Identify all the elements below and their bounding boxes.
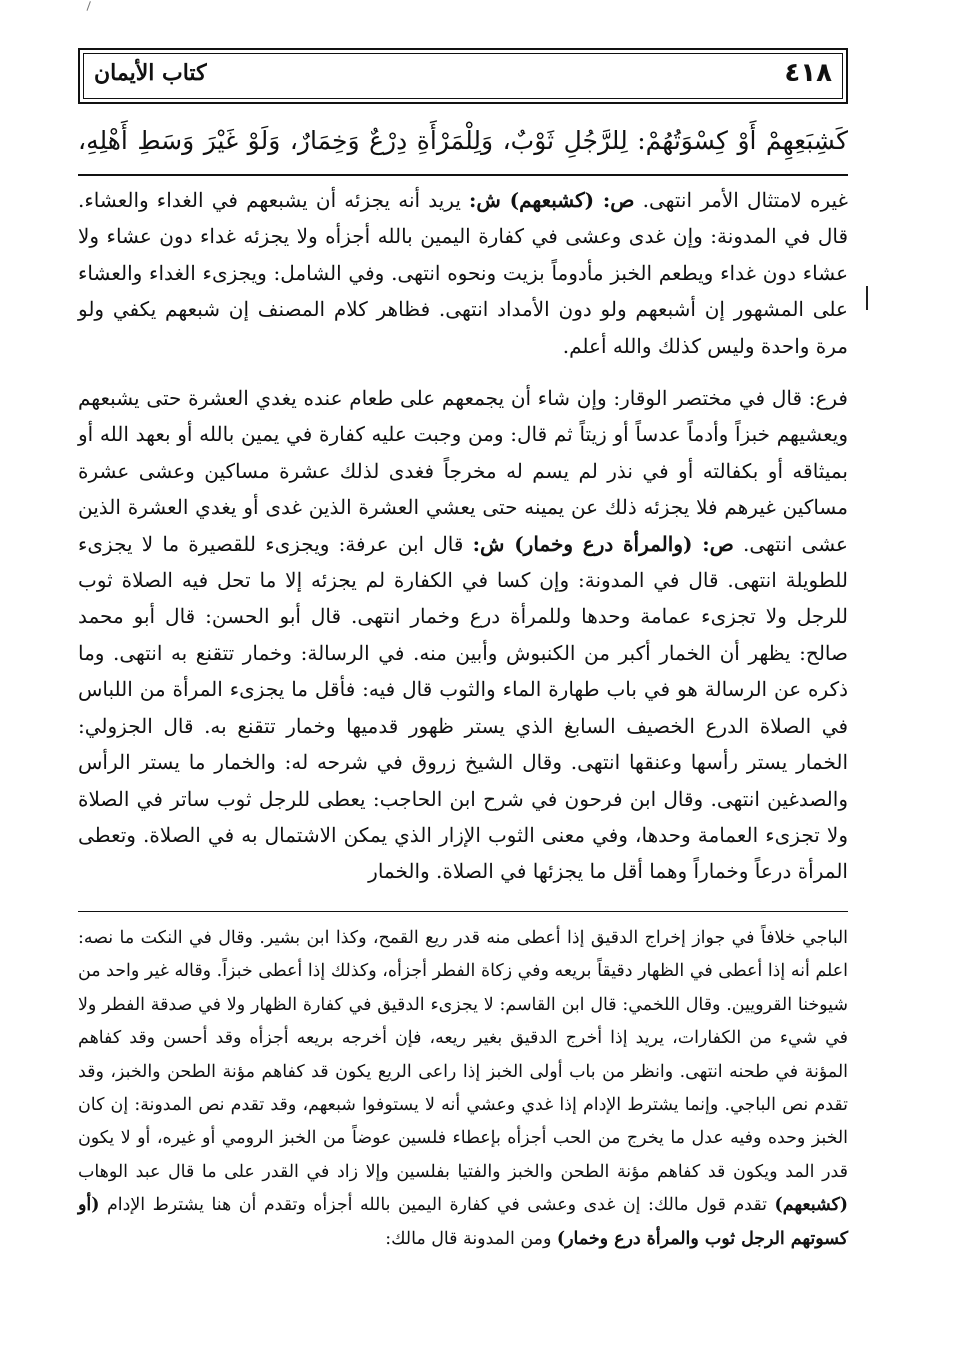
commentary-paragraph [78, 380, 848, 890]
footnote-text: تقدم قول مالك: إن غدى وعشى في كفارة اليمين بالله أجزأه وتقدم أن هنا يشترط الإدام [99, 1195, 775, 1216]
scan-mark [87, 1, 97, 13]
commentary-text: غيره لامتثال الأمر انتهى. [634, 188, 848, 212]
footnote-quote: (كشبعهم) [774, 1195, 848, 1216]
page-header [78, 48, 848, 104]
footnote-text: ومن المدونة قال مالك: [385, 1228, 557, 1249]
quote-marker: ص: (والمرأة درع وخمار) ش: [472, 531, 734, 556]
commentary-text: فرع: قال في مختصر الوقار: وإن شاء أن يجمعهم على طعام عنده يغدي العشرة حتى يشبعهم ويعشيهم خبزاً وأدماً عدساً أو زيتاً ثم قال: ومن وجبت عليه كفارة في يمين بالله أو بعهد الله أو بميثاقه أو بكفالته أو في نذر لم يسم له مخرجاً فغدى لذلك عشرة مساكين وعشى عشرة مساكين غيرهم فلا يجزئه ذلك عن يمينه حتى يعشي العشرة الذين غدى أو يغدي العشرة الذين عشى انتهى. [78, 386, 849, 556]
footnote-divider [78, 911, 848, 912]
page-number: ٤١٨ [784, 58, 832, 88]
commentary-text: قال ابن عرفة: ويجزىء للقصيرة ما لا يجزىء للطويلة انتهى. قال في المدونة: وإن كسا في الكفارة لم يجزئه إلا ما تحل فيه الصلاة ثوب للرجل ولا تجزىء عمامة وحدها وللمرأة درع وخمار انتهى. قال أبو الحسن: قال أبو محمد صالح: يظهر أن الخمار أكبر من الكنبوش وأبين منه. في الرسالة: وخمار تتقنع به انتهى. وما ذكره عن الرسالة هو في باب طهارة الماء والثوب قال فيه: فأقل ما يجزىء المرأة من اللباس في الصلاة الدرع الخصيف السابغ الذي يستر ظهور قدميها وخمار تتقنع به. قال الجزولي: الخمار يستر رأسها وعنقها انتهى. وقال الشيخ زروق في شرحه له: والخمار ما يستر الرأس والصدغين انتهى. وقال ابن فرحون في شرح ابن الحاجب: يعطى للرجل ثوب ساتر في الصلاة ولا تجزىء العمامة وحدها، وفي معنى الثوب الإزار الذي يمكن الاشتمال به في الصلاة. وتعطى المرأة درعاً وخماراً وهما أقل ما يجزئها في الصلاة. والخمار [78, 531, 848, 884]
footnote-quote: (أو كسوتهم الرجل ثوب والمرأة درع وخمار) [78, 1195, 848, 1249]
commentary-paragraph [78, 182, 848, 364]
commentary [78, 182, 848, 890]
footnotes [78, 922, 848, 1256]
footnote-paragraph [78, 922, 848, 1256]
matn-text: كَشِبَعِهِمْ أَوْ كِسْوَتُهُمْ: لِلرَّجُلِ ثَوْبٌ، وَلِلْمَرْأَةِ دِرْعٌ وَخِمَارٌ، وَلَوْ غَيْرَ وَسَطِ أَهْلِهِ، [78, 126, 848, 155]
matn-divider [78, 174, 848, 176]
quote-marker: ص: (كشبعهم) ش: [469, 188, 635, 212]
book-title: كتاب الأيمان [94, 60, 207, 86]
footnote-text: الباجي خلافاً في جواز إخراج الدقيق إذا أعطى منه قدر ريع القمح، وكذا ابن بشير. وقال في النكت ما نصه: اعلم أنه إذا أعطى في الظهار دقيقاً بريعه وفي زكاة الفطر أجزأه، وكذلك إذا أعطى خبزاً. وقاله غير واحد من شيوخنا القرويين. وقال اللخمي: قال ابن القاسم: لا يجزىء الدقيق في كفارة الظهار ولا في صدقة الفطر ولا في شيء من الكفارات، يريد إذا أخرج الدقيق بغير ريعه، فإن أخرجه بريعه أجزأه وقد أحسن وقد كفاهم المؤنة في طحنه انتهى. وانظر من باب أولى الخبز إذا راعى الريع يكون قد كفاهم مؤنة الطحن والخبز، وقد تقدم نص الباجي. وإنما يشترط الإدام إذا غدي وعشي أنه لا يستوفوا شبعهم، وقد تقدم نص المدونة: إن كان الخبز وحده وفيه عدل ما يخرج من الحب أجزأه بإعطاء فلسين عوضاً من الخبز الرومي أو غيره، أو لا يكون قدر المد ويكون قد كفاهم مؤنة الطحن والخبز والفتيا بفلسين وإلا زاد في القدر على ما قال عبد الوهاب [78, 928, 848, 1182]
commentary-text: يريد أنه يجزئه أن يشبعهم في الغداء والعشاء. قال في المدونة: وإن غدى وعشى في كفارة اليمين بالله أجزأه ولا يجزئه غداء دون عشاء ولا عشاء دون غداء ويطعم الخبز مأدوماً بزيت ونحوه انتهى. وفي الشامل: ويجزىء الغداء والعشاء على المشهور إن أشبعهم ولو دون الأمداد انتهى. فظاهر كلام المصنف إن شبعهم يكفي ولو مرة واحدة وليس كذلك والله أعلم. [78, 188, 849, 358]
margin-mark [866, 286, 868, 310]
